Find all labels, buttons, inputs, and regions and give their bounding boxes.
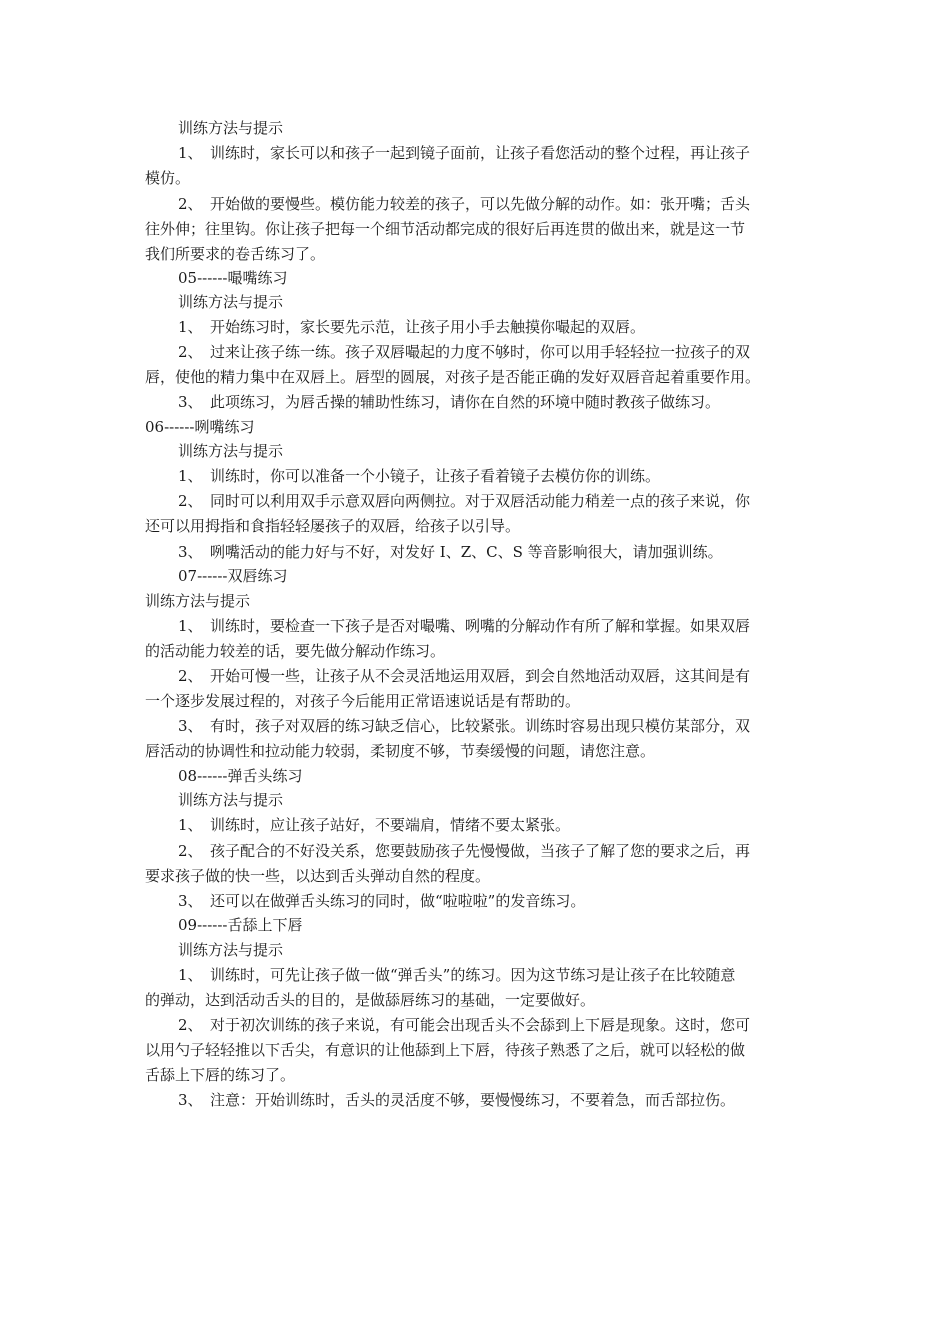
paragraph-line xyxy=(178,392,720,412)
paragraph-line: 一个逐步发展过程的，对孩子今后能用正常语速说话是有帮助的。 xyxy=(145,692,581,710)
paragraph-line: 的活动能力较差的话，要先做分解动作练习。 xyxy=(145,642,446,660)
item-text: 同时可以利用双手示意双唇向两侧拉。对于双唇活动能力稍差一点的孩子来说，你 xyxy=(210,492,751,510)
paragraph-line: 模仿。 xyxy=(145,169,191,187)
item-number: 2、 xyxy=(178,343,203,361)
paragraph-line: 往外伸；往里钩。你让孩子把每一个细节活动都完成的很好后再连贯的做出来，就是这一节 xyxy=(145,220,746,238)
item-text: 此项练习，为唇舌操的辅助性练习，请你在自然的环境中随时教孩子做练习。 xyxy=(210,393,721,411)
item-text: 孩子配合的不好没关系，您要鼓励孩子先慢慢做，当孩子了解了您的要求之后，再 xyxy=(210,842,751,860)
paragraph-line: 还可以用拇指和食指轻轻屡孩子的双唇，给孩子以引导。 xyxy=(145,517,521,535)
item-number: 1、 xyxy=(178,816,203,834)
item-number: 2、 xyxy=(178,842,203,860)
item-number: 2、 xyxy=(178,195,203,213)
paragraph-line xyxy=(178,491,750,511)
paragraph-line: 我们所要求的卷舌练习了。 xyxy=(145,245,326,263)
section-title: 08------弹舌头练习 xyxy=(178,767,303,785)
paragraph-line xyxy=(178,616,750,636)
item-text: 训练时，要检查一下孩子是否对嘬嘴、咧嘴的分解动作有所了解和掌握。如果双唇 xyxy=(210,617,751,635)
method-heading: 训练方法与提示 xyxy=(178,119,284,137)
paragraph-line: 要求孩子做的快一些，以达到舌头弹动自然的程度。 xyxy=(145,867,491,885)
item-text: 开始练习时，家长要先示范，让孩子用小手去触摸你嘬起的双唇。 xyxy=(210,318,646,336)
paragraph-line: 的弹动，达到活动舌头的目的，是做舔唇练习的基础，一定要做好。 xyxy=(145,991,596,1009)
item-text: 训练时，家长可以和孩子一起到镜子面前，让孩子看您活动的整个过程，再让孩子 xyxy=(210,144,751,162)
paragraph-line xyxy=(178,317,645,337)
paragraph-line xyxy=(178,841,750,861)
item-text: 开始做的要慢些。模仿能力较差的孩子，可以先做分解的动作。如：张开嘴；舌头 xyxy=(210,195,751,213)
method-heading: 训练方法与提示 xyxy=(178,941,284,959)
paragraph-line: 唇活动的协调性和拉动能力较弱，柔韧度不够，节奏缓慢的问题，请您注意。 xyxy=(145,742,656,760)
paragraph-line xyxy=(178,542,723,562)
method-heading: 训练方法与提示 xyxy=(145,592,251,610)
paragraph-line: 舌舔上下唇的练习了。 xyxy=(145,1066,296,1084)
item-number: 1、 xyxy=(178,467,203,485)
paragraph-line: 唇，使他的精力集中在双唇上。唇型的圆展，对孩子是否能正确的发好双唇音起着重要作用。 xyxy=(145,368,761,386)
section-title: 07------双唇练习 xyxy=(178,567,288,585)
section-title: 06------咧嘴练习 xyxy=(145,418,255,436)
section-title: 05------嘬嘴练习 xyxy=(178,269,288,287)
paragraph-line xyxy=(178,815,570,835)
item-number: 1、 xyxy=(178,144,203,162)
item-number: 2、 xyxy=(178,667,203,685)
paragraph-line xyxy=(178,342,750,362)
item-text: 对于初次训练的孩子来说，有可能会出现舌头不会舔到上下唇是现象。这时，您可 xyxy=(210,1016,751,1034)
item-number: 3、 xyxy=(178,717,203,735)
item-text: 还可以在做弹舌头练习的同时，做“啦啦啦”的发音练习。 xyxy=(210,892,586,910)
method-heading: 训练方法与提示 xyxy=(178,293,284,311)
item-number: 3、 xyxy=(178,543,203,561)
item-number: 2、 xyxy=(178,492,203,510)
item-text: 开始可慢一些，让孩子从不会灵活地运用双唇，到会自然地活动双唇，这其间是有 xyxy=(210,667,751,685)
paragraph-line xyxy=(178,1090,735,1110)
item-text: 过来让孩子练一练。孩子双唇嘬起的力度不够时，你可以用手轻轻拉一拉孩子的双 xyxy=(210,343,751,361)
item-text: 训练时，可先让孩子做一做“弹舌头”的练习。因为这节练习是让孩子在比较随意 xyxy=(210,966,736,984)
item-text: 咧嘴活动的能力好与不好，对发好 I、Z、C、S 等音影响很大，请加强训练。 xyxy=(210,543,723,561)
item-number: 3、 xyxy=(178,1091,203,1109)
item-number: 1、 xyxy=(178,966,203,984)
item-number: 3、 xyxy=(178,892,203,910)
paragraph-line xyxy=(178,1015,750,1035)
item-text: 训练时，应让孩子站好，不要端肩，情绪不要太紧张。 xyxy=(210,816,571,834)
method-heading: 训练方法与提示 xyxy=(178,442,284,460)
paragraph-line xyxy=(178,965,735,985)
paragraph-line xyxy=(178,194,750,214)
item-text: 注意：开始训练时，舌头的灵活度不够，要慢慢练习，不要着急，而舌部拉伤。 xyxy=(210,1091,736,1109)
item-number: 2、 xyxy=(178,1016,203,1034)
paragraph-line xyxy=(178,666,750,686)
item-number: 3、 xyxy=(178,393,203,411)
method-heading: 训练方法与提示 xyxy=(178,791,284,809)
paragraph-line xyxy=(178,466,660,486)
paragraph-line xyxy=(178,891,585,911)
section-title: 09------舌舔上下唇 xyxy=(178,916,303,934)
item-text: 训练时，你可以准备一个小镜子，让孩子看着镜子去模仿你的训练。 xyxy=(210,467,661,485)
item-text: 有时，孩子对双唇的练习缺乏信心，比较紧张。训练时容易出现只模仿某部分，双 xyxy=(210,717,751,735)
paragraph-line xyxy=(178,143,806,163)
item-number: 1、 xyxy=(178,318,203,336)
paragraph-line xyxy=(178,716,750,736)
paragraph-line: 以用勺子轻轻推以下舌尖，有意识的让他舔到上下唇，待孩子熟悉了之后，就可以轻松的做 xyxy=(145,1041,746,1059)
item-number: 1、 xyxy=(178,617,203,635)
